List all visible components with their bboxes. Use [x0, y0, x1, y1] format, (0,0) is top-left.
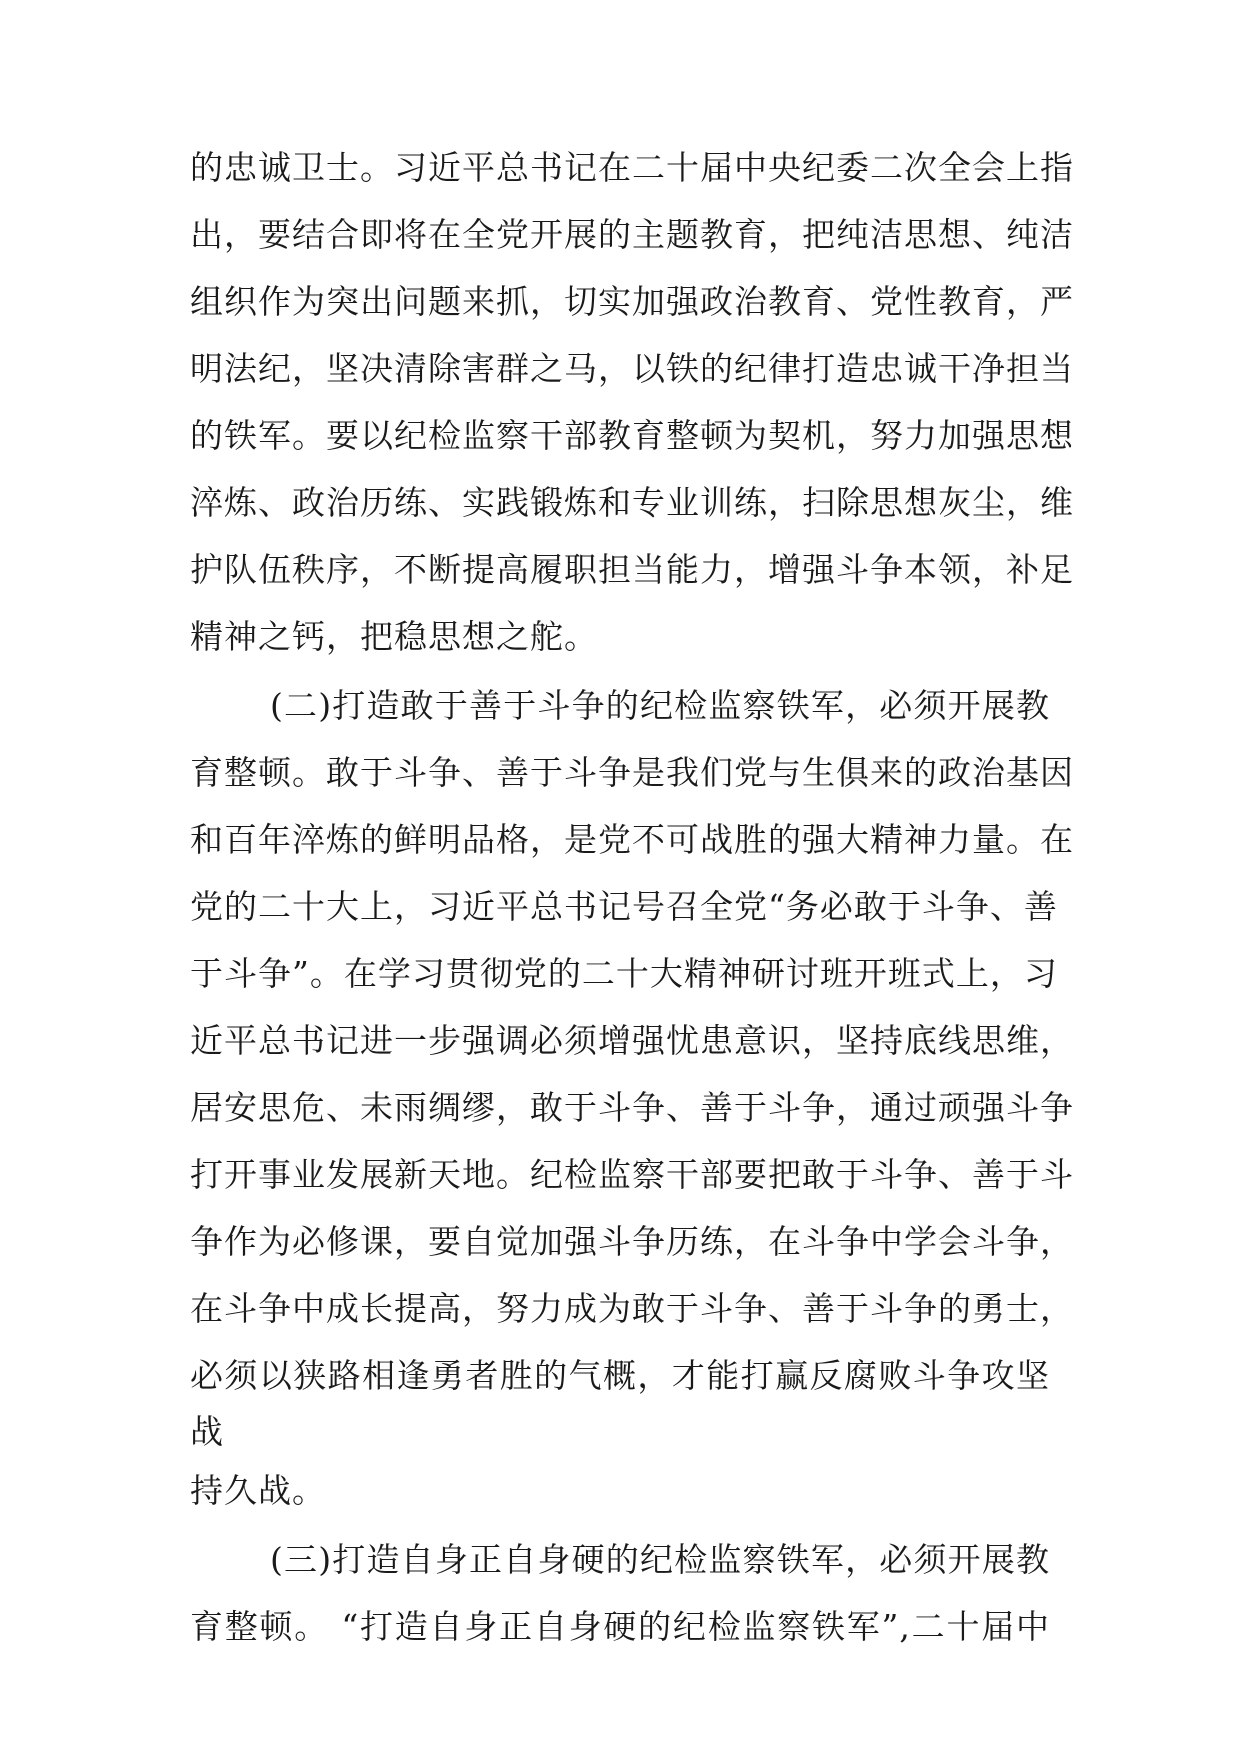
text-line: 明法纪，坚决清除害群之马，以铁的纪律打造忠诚干净担当	[190, 349, 1074, 388]
text-line: 育整顿。 “打造自身正自身硬的纪检监察铁军”,二十届中	[190, 1607, 1050, 1646]
text-line: 和百年淬炼的鲜明品格，是党不可战胜的强大精神力量。在	[190, 820, 1074, 859]
text-line: 近平总书记进一步强调必须增强忧患意识，坚持底线思维，	[190, 1021, 1074, 1060]
text-line: 战	[190, 1412, 224, 1451]
text-line: 护队伍秩序，不断提高履职担当能力，增强斗争本领，补足	[190, 550, 1074, 589]
text-line: 精神之钙，把稳思想之舵。	[190, 617, 598, 656]
text-line: 淬炼、政治历练、实践锻炼和专业训练，扫除思想灰尘，维	[190, 483, 1074, 522]
text-line: 居安思危、未雨绸缪，敢于斗争、善于斗争，通过顽强斗争	[190, 1088, 1074, 1127]
text-line: 党的二十大上，习近平总书记号召全党“务必敢于斗争、善	[190, 887, 1058, 926]
paragraph-heading-2: (二)打造敢于善于斗争的纪检监察铁军，必须开展教	[270, 686, 1050, 725]
text-line: 出，要结合即将在全党开展的主题教育，把纯洁思想、纯洁	[190, 215, 1074, 254]
text-line: 打开事业发展新天地。纪检监察干部要把敢于斗争、善于斗	[190, 1155, 1074, 1194]
text-line: 的铁军。要以纪检监察干部教育整顿为契机，努力加强思想	[190, 416, 1074, 455]
text-line: 于斗争”。在学习贯彻党的二十大精神研讨班开班式上，习	[190, 954, 1058, 993]
text-line: 组织作为突出问题来抓，切实加强政治教育、党性教育，严	[190, 282, 1074, 321]
text-line: 育整顿。敢于斗争、善于斗争是我们党与生俱来的政治基因	[190, 753, 1074, 792]
text-line: 的忠诚卫士。习近平总书记在二十届中央纪委二次全会上指	[190, 148, 1074, 187]
text-line: 持久战。	[190, 1471, 326, 1510]
text-line: 在斗争中成长提高，努力成为敢于斗争、善于斗争的勇士，	[190, 1289, 1074, 1328]
paragraph-heading-3: (三)打造自身正自身硬的纪检监察铁军，必须开展教	[270, 1540, 1050, 1579]
text-line: 争作为必修课，要自觉加强斗争历练，在斗争中学会斗争，	[190, 1222, 1074, 1261]
text-line: 必须以狭路相逢勇者胜的气概，才能打赢反腐败斗争攻坚	[190, 1356, 1050, 1395]
